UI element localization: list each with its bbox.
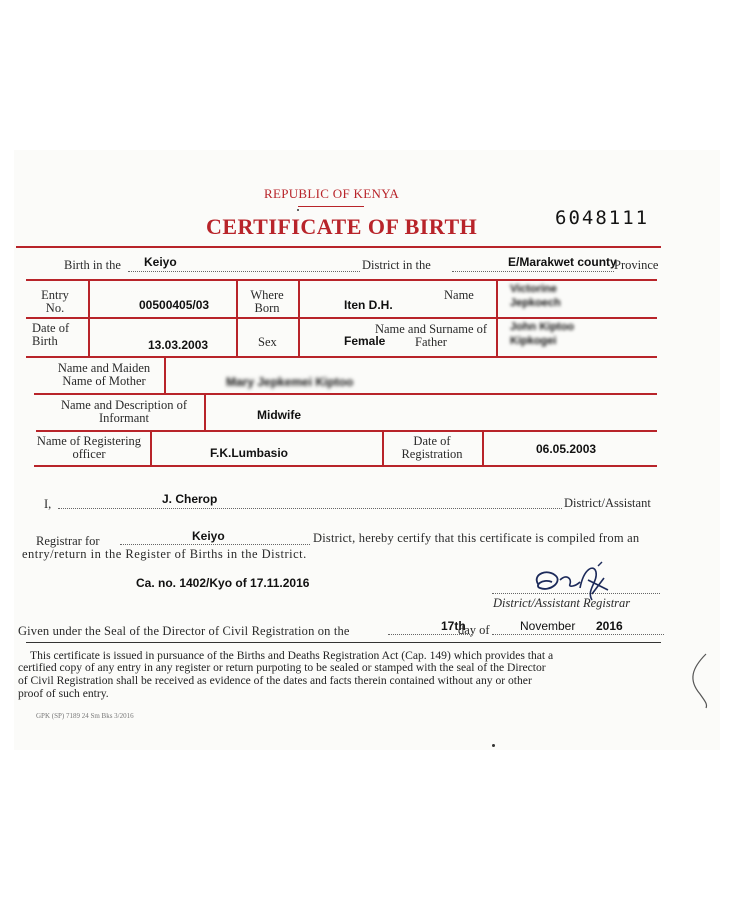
officer-value: F.K.Lumbasio: [210, 446, 289, 460]
notice-line-4: proof of such entry.: [18, 687, 109, 700]
rule-5: [36, 430, 657, 432]
district-value: E/Marakwet county: [508, 255, 617, 269]
mother-label: Name and Maiden Name of Mother: [57, 361, 151, 388]
birth-in-dots: [128, 271, 360, 272]
entry-return-text: entry/return in the Register of Births in the District.: [22, 547, 307, 561]
registrar-for-label: Registrar for: [36, 534, 100, 548]
informant-label: Name and Description of Informant: [60, 398, 187, 425]
entry-no-label: Entry No.: [41, 288, 69, 315]
rule-4: [34, 393, 657, 395]
vline-regdate2: [482, 430, 484, 466]
rule-6: [34, 465, 657, 467]
father-label: Name and Surname of Father: [374, 322, 488, 349]
signature-dots: [492, 593, 660, 594]
vline-regdate: [382, 430, 384, 466]
vline-mother: [164, 358, 166, 394]
birth-in-value: Keiyo: [144, 255, 177, 269]
reg-date-label: Date of Registration: [401, 434, 463, 461]
reg-date-value: 06.05.2003: [536, 442, 597, 456]
footer-rule: [26, 642, 661, 643]
year-value: 2016: [596, 619, 623, 633]
rule-3: [26, 356, 657, 358]
district-assistant-label: District/Assistant: [564, 496, 651, 510]
rule-1: [26, 279, 657, 281]
month-dots: [492, 634, 664, 635]
sex-value: Female: [344, 334, 386, 348]
given-under-text: Given under the Seal of the Director of Civil Registration on the: [18, 624, 350, 638]
ca-number: Ca. no. 1402/Kyo of 17.11.2016: [136, 576, 310, 590]
rule-2: [26, 317, 657, 319]
certificate-title: CERTIFICATE OF BIRTH: [206, 214, 478, 239]
i-label: I,: [44, 497, 52, 511]
where-born-value: Iten D.H.: [344, 298, 393, 312]
republic-underline: [298, 206, 364, 207]
child-name-value-1: Victorine: [510, 283, 557, 295]
where-born-label: Where Born: [250, 288, 284, 315]
vline-officer: [150, 430, 152, 466]
child-name-label: Name: [444, 288, 474, 302]
printer-mark: GPK (SP) 7189 24 Sm Bks 3/2016: [36, 712, 134, 720]
margin-bracket-mark: [682, 650, 712, 710]
top-rule: [16, 246, 661, 248]
sex-label: Sex: [258, 335, 277, 349]
province-label: Province: [614, 258, 659, 272]
stray-dot-2: [297, 209, 299, 211]
informant-value: Midwife: [257, 408, 301, 422]
father-value-2: Kipkogei: [510, 335, 557, 347]
notice-line-3: of Civil Registration shall be received as evidence of the dates and facts therein contained without any or other: [18, 674, 532, 687]
district-label: District in the: [362, 258, 431, 272]
dob-value: 13.03.2003: [148, 338, 209, 352]
district-dots: [452, 271, 614, 272]
registrar-district-dots: [120, 544, 310, 545]
notice-line-2: certified copy of any entry in any register or return purpoting to be sealed or stamped with the seal of the Director: [18, 661, 546, 674]
certify-text: District, hereby certify that this certificate is compiled from an: [313, 531, 640, 545]
vline-informant: [204, 395, 206, 431]
entry-no-value: 00500405/03: [139, 298, 210, 312]
republic-heading: REPUBLIC OF KENYA: [264, 186, 400, 201]
registrar-name-dots: [58, 508, 562, 509]
day-value: 17th: [441, 619, 466, 633]
registrar-district: Keiyo: [192, 529, 225, 543]
father-value-1: John Kiptoo: [510, 321, 575, 333]
dob-label: Date of Birth: [32, 321, 70, 348]
birth-in-label: Birth in the: [64, 258, 121, 272]
registrar-name: J. Cherop: [162, 492, 218, 506]
signature-caption: District/Assistant Registrar: [493, 596, 631, 610]
notice-line-1: This certificate is issued in pursuance of the Births and Deaths Registration Act (Cap. 149) which provides that a: [30, 649, 554, 662]
stray-dot: [492, 744, 495, 747]
month-value: November: [520, 619, 576, 633]
child-name-value-2: Jepkoech: [510, 297, 561, 309]
serial-number: 6048111: [555, 207, 650, 229]
day-of-label: day of: [458, 623, 490, 637]
officer-label: Name of Registering officer: [36, 434, 142, 461]
mother-value: Mary Jepkemei Kiptoo: [226, 375, 354, 389]
